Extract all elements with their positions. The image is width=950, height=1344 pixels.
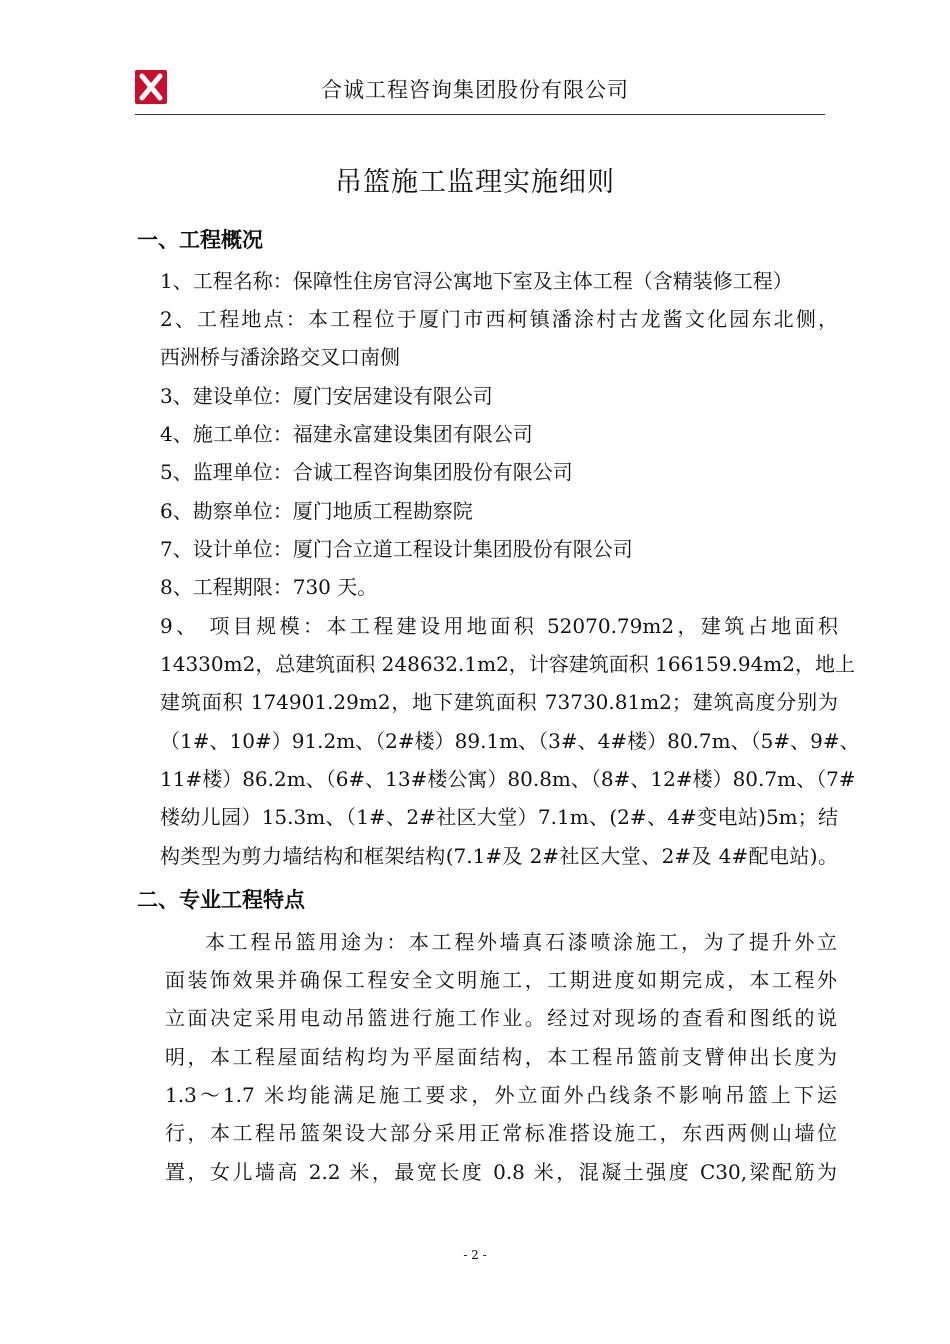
section-heading-features: 二、专业工程特点 <box>137 888 305 912</box>
features-paragraph-line: 立面决定采用电动吊篮进行施工作业。经过对现场的查看和图纸的说 <box>165 1006 837 1030</box>
overview-item-location: 2、工程地点：本工程位于厦门市西柯镇潘涂村古龙酱文化园东北侧， <box>160 307 838 331</box>
overview-item-duration: 8、工程期限：730 天。 <box>160 575 378 599</box>
features-paragraph-line: 明，本工程屋面结构均为平屋面结构，本工程吊篮前支臂伸出长度为 <box>165 1045 837 1069</box>
document-title: 吊篮施工监理实施细则 <box>335 167 615 198</box>
overview-item-supervisor: 5、监理单位：合诚工程咨询集团股份有限公司 <box>160 460 573 484</box>
overview-scale-line: 楼幼儿园）15.3m、（1#、2#社区大堂）7.1m、(2#、4#变电站)5m；结 <box>160 805 838 829</box>
overview-scale-line: 构类型为剪力墙结构和框架结构(7.1#及 2#社区大堂、2#及 4#配电站)。 <box>160 844 838 868</box>
header-company-name: 合诚工程咨询集团股份有限公司 <box>321 78 629 102</box>
features-paragraph-line: 行，本工程吊篮架设大部分采用正常标准搭设施工，东西两侧山墙位 <box>165 1121 837 1145</box>
overview-scale-line: 14330m2，总建筑面积 248632.1m2，计容建筑面积 166159.94m2，地上 <box>160 652 855 676</box>
overview-item-survey: 6、勘察单位：厦门地质工程勘察院 <box>160 499 473 523</box>
overview-scale-line: 9、 项目规模：本工程建设用地面积 52070.79m2，建筑占地面积 <box>160 614 838 638</box>
page-number: - 2 - <box>463 1248 487 1262</box>
overview-scale-line: 建筑面积 174901.29m2，地下建筑面积 73730.81m2；建筑高度分别为 <box>160 690 838 714</box>
header-divider <box>135 114 825 115</box>
overview-item-location-cont: 西洲桥与潘涂路交叉口南侧 <box>160 345 400 369</box>
overview-item-contractor: 4、施工单位：福建永富建设集团有限公司 <box>160 422 533 446</box>
features-paragraph-line: 面装饰效果并确保工程安全文明施工，工期进度如期完成，本工程外 <box>165 968 837 992</box>
overview-scale-line: 11#楼）86.2m、（6#、13#楼公寓）80.8m、（8#、12#楼）80.7m、（7# <box>160 767 856 791</box>
features-paragraph-line: 本工程吊篮用途为：本工程外墙真石漆喷涂施工，为了提升外立 <box>205 930 837 954</box>
overview-item-owner: 3、建设单位：厦门安居建设有限公司 <box>160 384 493 408</box>
features-paragraph-line: 1.3～1.7 米均能满足施工要求，外立面外凸线条不影响吊篮上下运 <box>165 1083 837 1107</box>
section-heading-overview: 一、工程概况 <box>137 228 263 252</box>
overview-item-design: 7、设计单位：厦门合立道工程设计集团股份有限公司 <box>160 537 633 561</box>
overview-scale-line: （1#、10#）91.2m、（2#楼）89.1m、（3#、4#楼）80.7m、（5#、9#、 <box>160 729 860 753</box>
overview-item-project-name: 1、工程名称：保障性住房官浔公寓地下室及主体工程（含精装修工程） <box>160 269 793 293</box>
features-paragraph-line: 置，女儿墙高 2.2 米，最宽长度 0.8 米，混凝土强度 C30,梁配筋为 <box>165 1160 837 1184</box>
